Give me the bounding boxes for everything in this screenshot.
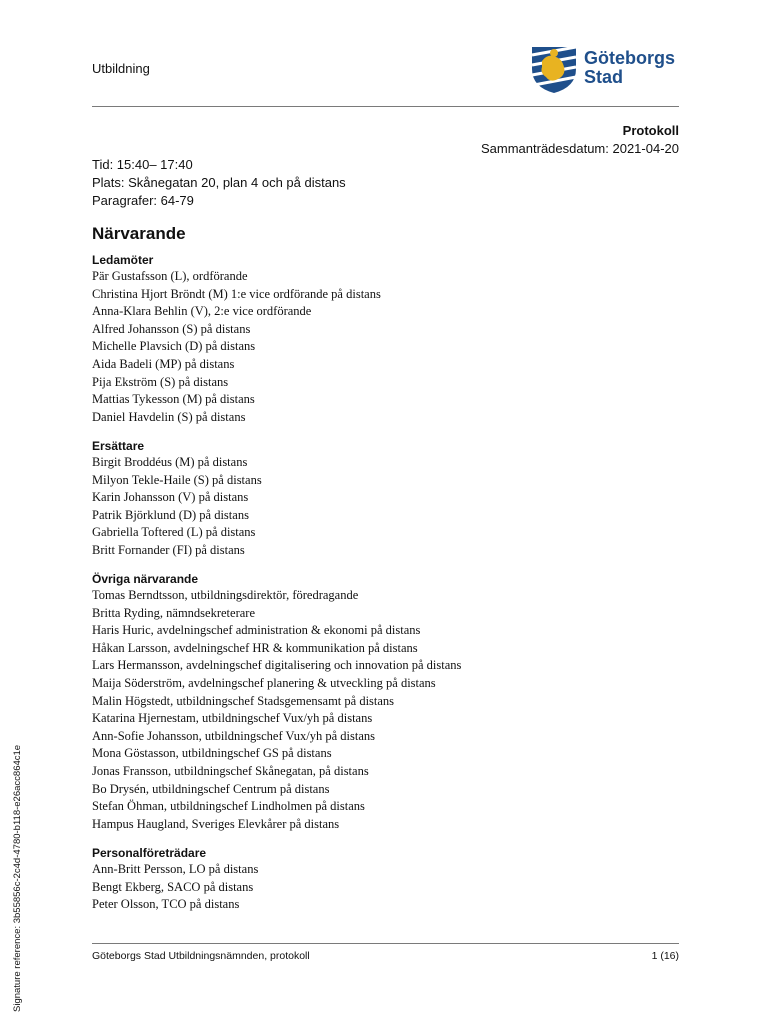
header-unit: Utbildning xyxy=(92,61,150,76)
signature-reference: Signature reference: 3b55856c-2c4d-4780-b118-e26acc864c1e xyxy=(12,744,23,1012)
section-heading: Ersättare xyxy=(92,439,145,453)
section-ovriga-narvarande xyxy=(92,572,461,833)
list-item: Ann-Britt Persson, LO på distans xyxy=(92,862,259,876)
list-item: Katarina Hjernestam, utbildningschef Vux/yh på distans xyxy=(92,711,373,726)
header-rule xyxy=(92,106,679,107)
list-item: Jonas Fransson, utbildningschef Skånegatan, på distans xyxy=(92,763,369,778)
list-item: Alfred Johansson (S) på distans xyxy=(92,321,251,336)
list-item: Mattias Tykesson (M) på distans xyxy=(92,392,255,407)
list-item: Birgit Broddéus (M) på distans xyxy=(92,455,248,469)
section-ledamoter xyxy=(92,253,381,426)
list-item: Ann-Sofie Johansson, utbildningschef Vux/yh på distans xyxy=(92,728,376,743)
list-item: Christina Hjort Bröndt (M) 1:e vice ordförande på distans xyxy=(92,286,381,301)
footer-text: Göteborgs Stad Utbildningsnämnden, protokoll xyxy=(92,950,310,962)
meeting-meta xyxy=(92,156,346,210)
list-item: Haris Huric, avdelningschef administration & ekonomi på distans xyxy=(92,623,421,638)
document-type: Protokoll xyxy=(622,123,679,138)
list-item: Pija Ekström (S) på distans xyxy=(92,374,229,389)
list-item: Hampus Haugland, Sveriges Elevkårer på distans xyxy=(92,816,340,831)
section-heading: Ledamöter xyxy=(92,253,154,267)
list-item: Håkan Larsson, avdelningschef HR & kommunikation på distans xyxy=(92,640,418,655)
list-item: Anna-Klara Behlin (V), 2:e vice ordförande xyxy=(92,304,312,319)
meeting-paragraphs: Paragrafer: 64-79 xyxy=(92,193,194,208)
list-item: Michelle Plavsich (D) på distans xyxy=(92,339,256,354)
list-item: Bengt Ekberg, SACO på distans xyxy=(92,879,254,894)
footer-rule xyxy=(92,943,679,944)
list-item: Britt Fornander (FI) på distans xyxy=(92,542,245,557)
section-personalforetradare xyxy=(92,846,258,914)
meeting-time: Tid: 15:40– 17:40 xyxy=(92,157,193,172)
list-item: Aida Badeli (MP) på distans xyxy=(92,356,235,371)
page-title: Närvarande xyxy=(92,224,186,243)
list-item: Bo Drysén, utbildningschef Centrum på distans xyxy=(92,781,330,796)
list-item: Britta Ryding, nämndsekreterare xyxy=(92,605,255,620)
meeting-date: Sammanträdesdatum: 2021-04-20 xyxy=(480,141,679,156)
logo-text-line2: Stad xyxy=(584,67,624,87)
list-item: Mona Göstasson, utbildningschef GS på distans xyxy=(92,746,332,761)
list-item: Tomas Berndtsson, utbildningsdirektör, föredragande xyxy=(92,588,359,602)
logo-text-line1: Göteborgs xyxy=(584,48,676,68)
list-item: Daniel Havdelin (S) på distans xyxy=(92,409,246,424)
section-heading: Personalföreträdare xyxy=(92,846,207,860)
list-item: Peter Olsson, TCO på distans xyxy=(92,897,240,912)
list-item: Patrik Björklund (D) på distans xyxy=(92,507,249,522)
list-item: Maija Söderström, avdelningschef planering & utveckling på distans xyxy=(92,675,436,690)
list-item: Karin Johansson (V) på distans xyxy=(92,490,249,505)
meeting-place: Plats: Skånegatan 20, plan 4 och på distans xyxy=(92,175,346,190)
goteborgs-stad-logo xyxy=(528,43,680,95)
list-item: Pär Gustafsson (L), ordförande xyxy=(92,269,248,283)
list-item: Stefan Öhman, utbildningschef Lindholmen på distans xyxy=(92,799,365,814)
list-item: Milyon Tekle-Haile (S) på distans xyxy=(92,472,262,487)
section-ersattare xyxy=(92,439,262,560)
list-item: Gabriella Toftered (L) på distans xyxy=(92,525,256,540)
list-item: Malin Högstedt, utbildningschef Stadsgemensamt på distans xyxy=(92,693,395,708)
list-item: Lars Hermansson, avdelningschef digitalisering och innovation på distans xyxy=(92,658,462,673)
section-heading: Övriga närvarande xyxy=(92,572,199,586)
coat-of-arms-icon xyxy=(528,43,580,95)
page-number: 1 (16) xyxy=(651,950,679,962)
